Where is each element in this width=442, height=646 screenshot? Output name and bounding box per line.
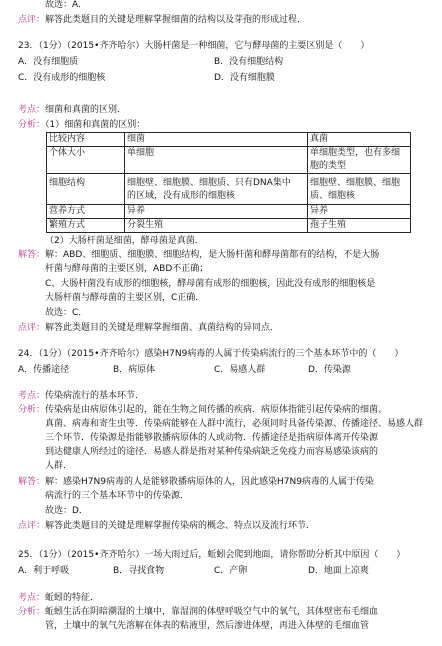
table-cell-bacteria xyxy=(125,205,308,219)
solution-continuation: 病流行的三个基本环节中的传染源． xyxy=(45,491,190,501)
point-label: 考点： xyxy=(18,593,46,603)
table-cell-bacteria xyxy=(125,147,308,174)
question-stem: 25．（1分）（2015•齐齐哈尔）一场大雨过后，蚯蚓会爬到地面，请你帮助分析其中原因（ ） xyxy=(18,550,406,560)
answer: 故选：C． xyxy=(45,308,88,318)
comment-text: 解答此类题目的关键是理解掌握细菌、真菌结构的异同点． xyxy=(45,323,280,333)
question-stem: 24．（1分）（2015•齐齐哈尔）感染H7N9病毒的人属于传染病流行的三个基本环节中的（ ） xyxy=(18,349,404,359)
solution-continuation: 杆菌与酵母菌的主要区别，ABD不正确； xyxy=(45,264,209,274)
table-row xyxy=(47,147,411,174)
analysis-line xyxy=(18,404,387,416)
table-row xyxy=(47,205,411,219)
cell-line: 异养 xyxy=(127,206,146,216)
analysis-continuation: 三个环节．传染源是指能够散播病原体的人或动物．传播途径是指病原体离开传染源 xyxy=(45,433,379,443)
solution-text: 解：ABD、细胞质、细胞膜、细胞结构，是大肠杆菌和酵母菌都有的结构，不是大肠 xyxy=(45,250,380,260)
table-cell-item xyxy=(47,219,125,233)
comment-line xyxy=(18,520,315,532)
option-d: D．地面上凉爽 xyxy=(308,566,369,576)
analysis-text: 传染病是由病原体引起的，能在生物之间传播的疾病．病原体指能引起传染病的细菌、 xyxy=(45,405,388,415)
prev-comment-text: 解答此类题目的关键是理解掌握细菌的结构以及芽孢的形成过程． xyxy=(45,15,307,25)
option-a: A．利于呼吸 xyxy=(18,566,70,576)
table-cell-bacteria xyxy=(125,174,308,205)
analysis-line xyxy=(18,119,145,131)
solution-label: 解答： xyxy=(18,250,46,260)
table-cell-item xyxy=(47,205,125,219)
bacteria-fungi-comparison-table xyxy=(46,132,411,233)
point-line xyxy=(18,390,144,402)
comment-label: 点评： xyxy=(18,323,46,333)
option-d: D．传染源 xyxy=(308,365,351,375)
point-label: 考点： xyxy=(18,105,46,115)
table-row xyxy=(47,174,411,205)
table-cell-item xyxy=(47,147,125,174)
solution-text: 解：感染H7N9病毒的人是能够散播病原体的人，因此感染H7N9病毒的人属于传染 xyxy=(45,477,374,487)
cell-line: 单细胞 xyxy=(127,148,155,158)
analysis-line xyxy=(18,606,378,618)
table-header-cell: 细菌 xyxy=(125,133,308,147)
option-c: C．没有成形的细胞核 xyxy=(18,73,106,83)
option-a: A．没有细胞质 xyxy=(18,57,79,67)
analysis-text: 蚯蚓生活在阴暗潮湿的土壤中，靠湿润的体壁呼吸空气中的氧气，其体壁密布毛细血 xyxy=(45,607,379,617)
table-header-cell: 真菌 xyxy=(308,133,411,147)
comment-label: 点评： xyxy=(18,15,46,25)
point-label: 考点： xyxy=(18,391,46,401)
table-cell-fungi xyxy=(308,147,411,174)
cell-line: 单细胞类型，也有多细 xyxy=(310,148,401,158)
table-cell-fungi xyxy=(308,174,411,205)
option-c: C．易感人群 xyxy=(214,365,266,375)
table-cell-fungi xyxy=(308,219,411,233)
table-cell-item xyxy=(47,174,125,205)
point-line xyxy=(18,592,99,604)
cell-line: 孢子生殖 xyxy=(310,220,347,230)
option-a: A．传播途径 xyxy=(18,365,70,375)
cell-line: 细胞壁、细胞膜、细胞 xyxy=(310,178,401,188)
cell-line: 质、细胞核 xyxy=(310,191,356,201)
cell-line: 个体大小 xyxy=(49,148,86,158)
cell-line: 异养 xyxy=(310,206,329,216)
point-text: 传染病流行的基本环节． xyxy=(45,391,145,401)
table-row xyxy=(47,219,411,233)
option-c: C．产卵 xyxy=(214,566,248,576)
option-d: D．没有细胞膜 xyxy=(214,73,275,83)
cell-line: 细胞结构 xyxy=(49,178,86,188)
solution-continuation: 大肠杆菌与酵母菌的主要区别，C正确． xyxy=(45,293,205,303)
analysis-continuation: 管，土壤中的氧气先溶解在体表的粘液里，然后渗进体壁，再进入体壁的毛细血管 xyxy=(45,621,370,631)
analysis-continuation: 人群． xyxy=(45,461,73,471)
point-line xyxy=(18,104,126,116)
solution-label: 解答： xyxy=(18,477,46,487)
table-header-row xyxy=(47,133,411,147)
point-text: 蚯蚓的特征． xyxy=(45,593,100,603)
prev-answer: 故选：A． xyxy=(45,0,88,10)
analysis-label: 分析： xyxy=(18,607,46,617)
cell-line: 繁殖方式 xyxy=(49,220,86,230)
question-stem: 23．（1分）（2015•齐齐哈尔）大肠杆菌是一种细菌，它与酵母菌的主要区别是（ ） xyxy=(18,41,370,51)
solution-continuation: C、大肠杆菌没有成形的细胞核，酵母菌有成形的细胞核，因此没有成形的细胞核是 xyxy=(45,279,376,289)
solution-line xyxy=(18,249,379,261)
cell-line: 营养方式 xyxy=(49,206,86,216)
analysis-end: （2）大肠杆菌是细菌，酵母菌是真菌． xyxy=(45,236,204,246)
comment-label: 点评： xyxy=(18,521,46,531)
table-cell-bacteria xyxy=(125,219,308,233)
cell-line: 细胞壁、细胞膜、细胞质、只有DNA集中 xyxy=(127,178,291,188)
cell-line: 胞的类型 xyxy=(310,161,347,171)
analysis-text: （1）细菌和真菌的区别： xyxy=(45,120,146,130)
analysis-label: 分析： xyxy=(18,120,46,130)
comment-line xyxy=(18,322,279,334)
table-header-cell: 比较内容 xyxy=(47,133,125,147)
prev-comment-line xyxy=(18,14,306,26)
cell-line: 的区域，没有成形的细胞核 xyxy=(127,191,236,201)
analysis-continuation: 真菌、病毒和寄生虫等．传染病能够在人群中流行，必须同时具备传染源、传播途径、易感人群 xyxy=(45,419,424,429)
option-b: B．没有细胞结构 xyxy=(214,57,284,67)
analysis-continuation: 到达健康人所经过的途径．易感人群是指对某种传染病缺乏免疫力而容易感染该病的 xyxy=(45,447,379,457)
option-b: B．寻找食物 xyxy=(113,566,165,576)
solution-line xyxy=(18,476,374,488)
point-text: 细菌和真菌的区别． xyxy=(45,105,127,115)
option-b: B．病原体 xyxy=(113,365,156,375)
table-cell-fungi xyxy=(308,205,411,219)
comment-text: 解答此类题目的关键是理解掌握传染病的概念、特点以及流行环节． xyxy=(45,521,316,531)
cell-line: 分裂生殖 xyxy=(127,220,164,230)
answer: 故选：D． xyxy=(45,506,88,516)
analysis-label: 分析： xyxy=(18,405,46,415)
